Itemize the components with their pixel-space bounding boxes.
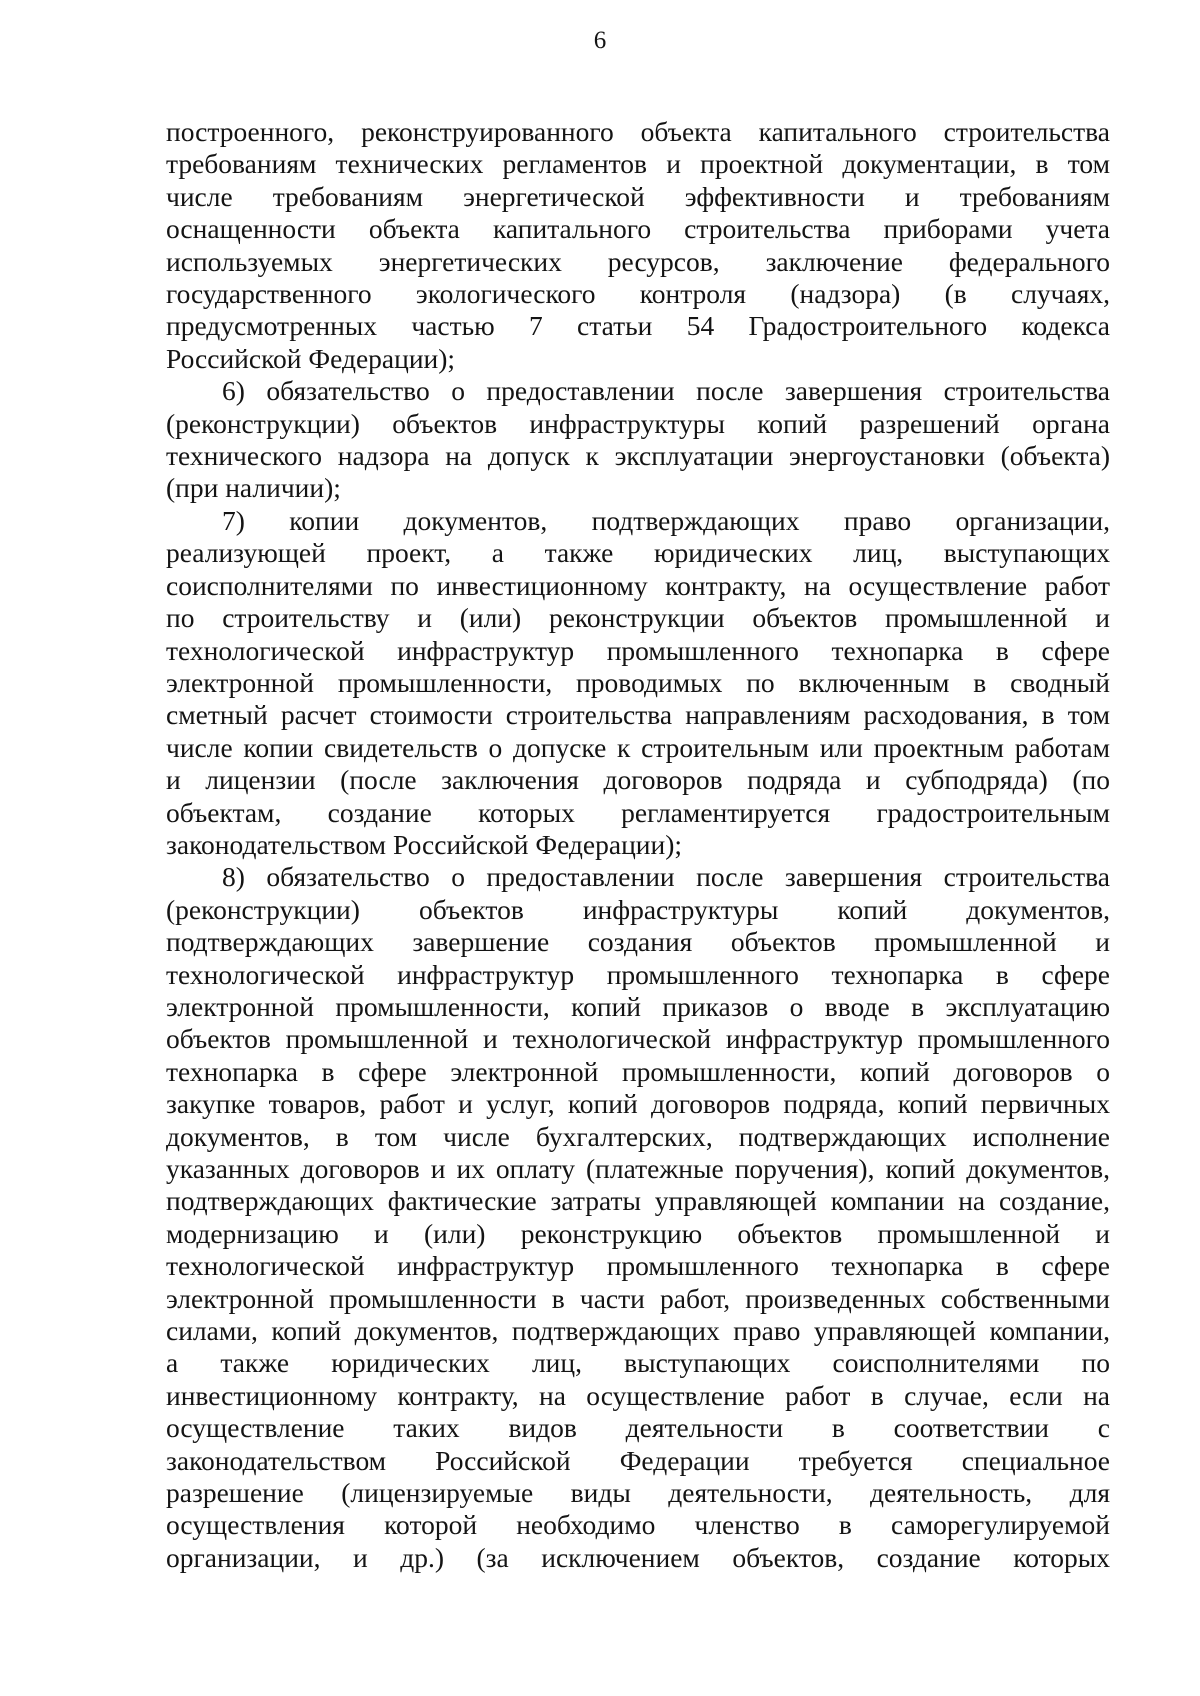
text-line: технического надзора на допуск к эксплуатации энергоустановки (объекта) bbox=[166, 440, 1110, 472]
text-line: разрешение (лицензируемые виды деятельности, деятельность, для bbox=[166, 1477, 1110, 1509]
text-line: предусмотренных частью 7 статьи 54 Градостроительного кодекса bbox=[166, 310, 1110, 342]
text-line: объектов промышленной и технологической инфраструктур промышленного bbox=[166, 1023, 1110, 1055]
text-line: инвестиционному контракту, на осуществление работ в случае, если на bbox=[166, 1379, 1110, 1411]
text-line: а также юридических лиц, выступающих соисполнителями по bbox=[166, 1347, 1110, 1379]
text-line: организации, и др.) (за исключением объектов, создание которых bbox=[166, 1541, 1110, 1573]
text-line: соисполнителями по инвестиционному контракту, на осуществление работ bbox=[166, 569, 1110, 601]
text-line: по строительству и (или) реконструкции объектов промышленной и bbox=[166, 602, 1110, 634]
document-body bbox=[166, 116, 1110, 1574]
text-line: технологической инфраструктур промышленного технопарка в сфере bbox=[166, 634, 1110, 666]
text-line: технологической инфраструктур промышленного технопарка в сфере bbox=[166, 1250, 1110, 1282]
text-line: 7) копии документов, подтверждающих право организации, bbox=[222, 504, 1110, 536]
text-line: (реконструкции) объектов инфраструктуры копий разрешений органа bbox=[166, 407, 1110, 439]
text-line: реализующей проект, а также юридических лиц, выступающих bbox=[166, 537, 1110, 569]
text-line: законодательством Российской Федерации требуется специальное bbox=[166, 1444, 1110, 1476]
text-line: используемых энергетических ресурсов, заключение федерального bbox=[166, 245, 1110, 277]
text-line: требованиям технических регламентов и проектной документации, в том bbox=[166, 148, 1110, 180]
text-line: модернизацию и (или) реконструкцию объектов промышленной и bbox=[166, 1217, 1110, 1249]
text-line: построенного, реконструированного объекта капитального строительства bbox=[166, 116, 1110, 147]
text-line: числе требованиям энергетической эффективности и требованиям bbox=[166, 180, 1110, 212]
text-line: 8) обязательство о предоставлении после завершения строительства bbox=[222, 861, 1110, 893]
text-line: осуществления которой необходимо членство в саморегулируемой bbox=[166, 1509, 1110, 1541]
text-line: числе копии свидетельств о допуске к строительным или проектным работам bbox=[166, 731, 1110, 763]
text-line: указанных договоров и их оплату (платежные поручения), копий документов, bbox=[166, 1153, 1110, 1184]
text-line: электронной промышленности в части работ, произведенных собственными bbox=[166, 1282, 1110, 1314]
text-line: (реконструкции) объектов инфраструктуры копий документов, bbox=[166, 893, 1110, 925]
paragraph-continuation bbox=[166, 116, 1110, 375]
text-line: Российской Федерации); bbox=[166, 342, 456, 374]
text-line: 6) обязательство о предоставлении после завершения строительства bbox=[222, 375, 1110, 407]
paragraph-item-6 bbox=[166, 375, 1110, 505]
text-line: документов, в том числе бухгалтерских, подтверждающих исполнение bbox=[166, 1120, 1110, 1152]
text-line: технологической инфраструктур промышленного технопарка в сфере bbox=[166, 958, 1110, 990]
text-line: электронной промышленности, проводимых по включенным в сводный bbox=[166, 666, 1110, 698]
text-line: оснащенности объекта капитального строительства приборами учета bbox=[166, 213, 1110, 245]
text-line: подтверждающих завершение создания объектов промышленной и bbox=[166, 926, 1110, 958]
text-line: объектам, создание которых регламентируется градостроительным bbox=[166, 796, 1110, 828]
text-line: государственного экологического контроля (надзора) (в случаях, bbox=[166, 278, 1110, 310]
text-line: электронной промышленности, копий приказов о вводе в эксплуатацию bbox=[166, 990, 1110, 1022]
text-line: законодательством Российской Федерации); bbox=[166, 828, 683, 860]
text-line: подтверждающих фактические затраты управляющей компании на создание, bbox=[166, 1185, 1110, 1217]
text-line: закупке товаров, работ и услуг, копий договоров подряда, копий первичных bbox=[166, 1088, 1110, 1120]
text-line: сметный расчет стоимости строительства направлениям расходования, в том bbox=[166, 699, 1110, 731]
text-line: осуществление таких видов деятельности в соответствии с bbox=[166, 1412, 1110, 1444]
text-line: (при наличии); bbox=[166, 472, 341, 504]
text-line: технопарка в сфере электронной промышленности, копий договоров о bbox=[166, 1055, 1110, 1087]
paragraph-item-8 bbox=[166, 861, 1110, 1574]
text-line: и лицензии (после заключения договоров подряда и субподряда) (по bbox=[166, 764, 1110, 796]
paragraph-item-7 bbox=[166, 505, 1110, 861]
text-line: силами, копий документов, подтверждающих право управляющей компании, bbox=[166, 1315, 1110, 1347]
page-number: 6 bbox=[593, 27, 607, 54]
